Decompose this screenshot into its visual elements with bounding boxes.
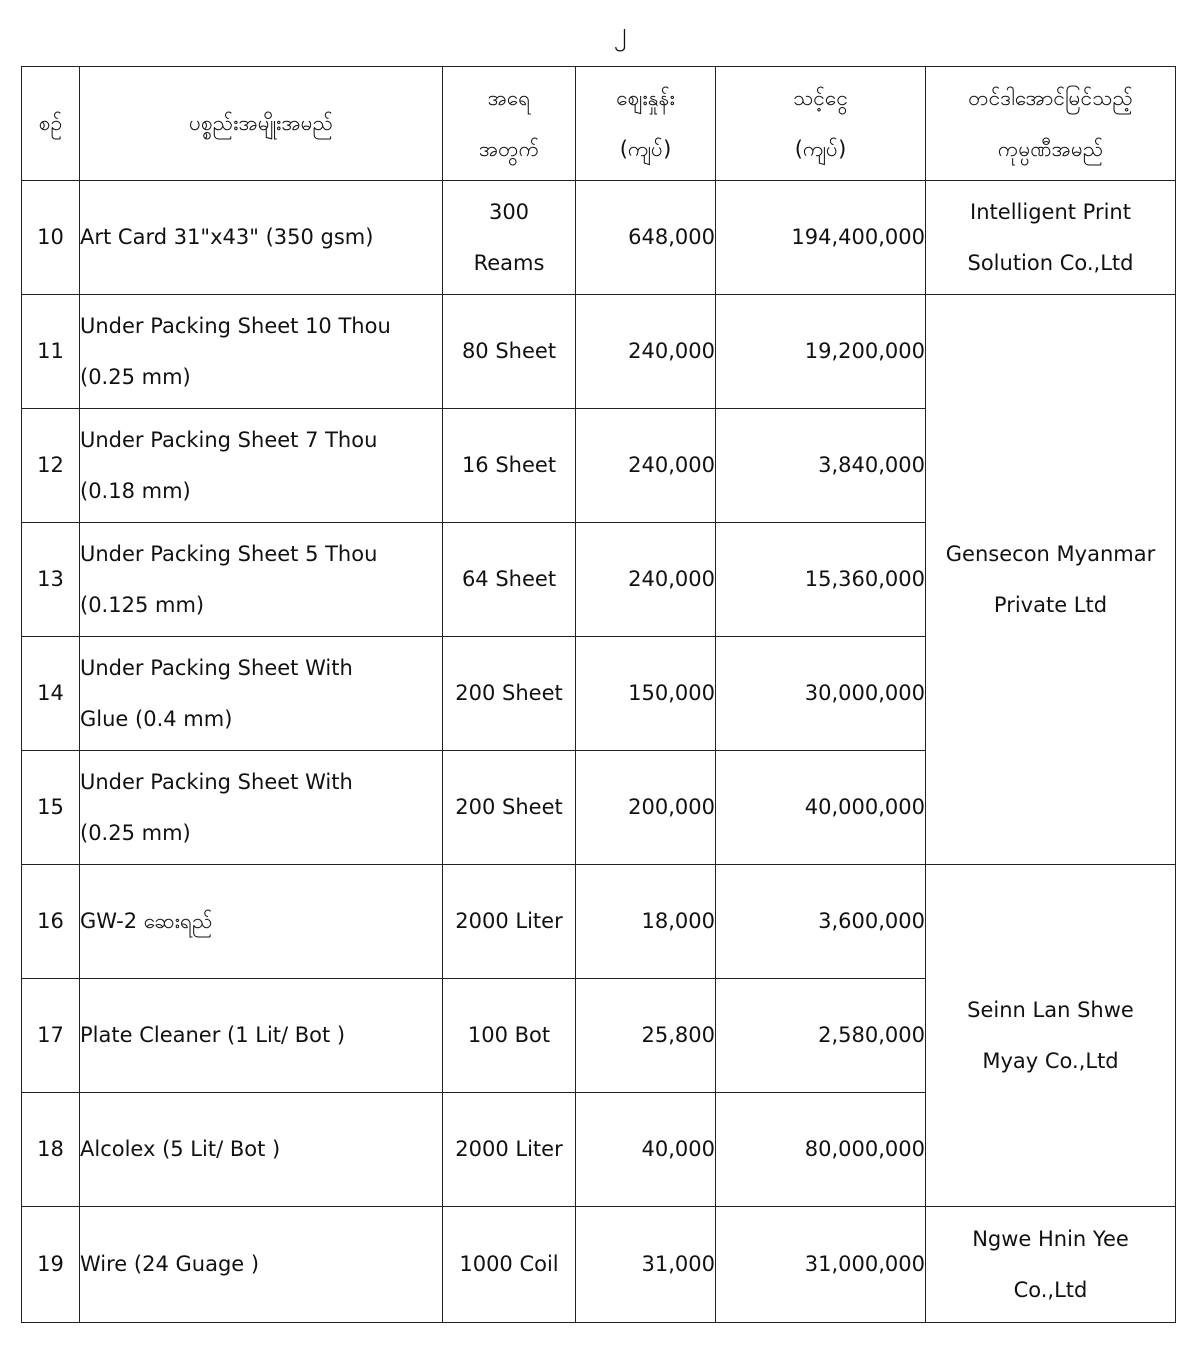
unit-price: 40,000 [576,1093,716,1207]
header-supplier: တင်ဒါအောင်မြင်သည့် ကုမ္ပဏီအမည် [926,67,1176,181]
quantity: 300 Reams [443,181,576,295]
quantity: 64 Sheet [443,523,576,637]
supplier-name: Seinn Lan Shwe Myay Co.,Ltd [926,865,1176,1207]
item-name: Under Packing Sheet With (0.25 mm) [80,751,443,865]
quantity: 2000 Liter [443,1093,576,1207]
row-number: 13 [22,523,80,637]
quantity: 16 Sheet [443,409,576,523]
item-name: Under Packing Sheet With Glue (0.4 mm) [80,637,443,751]
unit-price: 18,000 [576,865,716,979]
item-name: Art Card 31"x43" (350 gsm) [80,181,443,295]
amount: 30,000,000 [716,637,926,751]
row-number: 11 [22,295,80,409]
quantity: 80 Sheet [443,295,576,409]
row-number: 12 [22,409,80,523]
amount: 31,000,000 [716,1207,926,1323]
quantity: 200 Sheet [443,637,576,751]
item-name: Wire (24 Guage ) [80,1207,443,1323]
quantity: 1000 Coil [443,1207,576,1323]
item-name: Alcolex (5 Lit/ Bot ) [80,1093,443,1207]
amount: 40,000,000 [716,751,926,865]
supplier-name: Gensecon Myanmar Private Ltd [926,295,1176,865]
item-name: Under Packing Sheet 7 Thou (0.18 mm) [80,409,443,523]
supplier-name: Intelligent Print Solution Co.,Ltd [926,181,1176,295]
header-item: ပစ္စည်းအမျိုးအမည် [80,67,443,181]
amount: 3,840,000 [716,409,926,523]
unit-price: 240,000 [576,523,716,637]
quantity: 100 Bot [443,979,576,1093]
item-name: Under Packing Sheet 10 Thou (0.25 mm) [80,295,443,409]
amount: 15,360,000 [716,523,926,637]
quantity: 200 Sheet [443,751,576,865]
supplier-name: Ngwe Hnin Yee Co.,Ltd [926,1207,1176,1323]
unit-price: 240,000 [576,409,716,523]
table-row [22,295,1176,409]
page-number: ၂ [613,17,627,47]
row-number: 15 [22,751,80,865]
row-number: 10 [22,181,80,295]
quantity: 2000 Liter [443,865,576,979]
unit-price: 25,800 [576,979,716,1093]
amount: 3,600,000 [716,865,926,979]
header-unit-price: ဈေးနှုန်း (ကျပ်) [576,67,716,181]
unit-price: 150,000 [576,637,716,751]
header-no: စဉ် [22,67,80,181]
header-quantity: အရေ အတွက် [443,67,576,181]
row-number: 18 [22,1093,80,1207]
item-name: Under Packing Sheet 5 Thou (0.125 mm) [80,523,443,637]
procurement-table [21,66,1176,1323]
unit-price: 31,000 [576,1207,716,1323]
amount: 194,400,000 [716,181,926,295]
unit-price: 200,000 [576,751,716,865]
table-row [22,181,1176,295]
table-row [22,865,1176,979]
unit-price: 240,000 [576,295,716,409]
unit-price: 648,000 [576,181,716,295]
row-number: 16 [22,865,80,979]
table-row [22,1207,1176,1323]
amount: 19,200,000 [716,295,926,409]
row-number: 17 [22,979,80,1093]
row-number: 19 [22,1207,80,1323]
row-number: 14 [22,637,80,751]
item-name: Plate Cleaner (1 Lit/ Bot ) [80,979,443,1093]
table-header-row [22,67,1176,181]
amount: 2,580,000 [716,979,926,1093]
header-amount: သင့်ငွေ (ကျပ်) [716,67,926,181]
item-name: GW-2 ဆေးရည် [80,865,443,979]
amount: 80,000,000 [716,1093,926,1207]
